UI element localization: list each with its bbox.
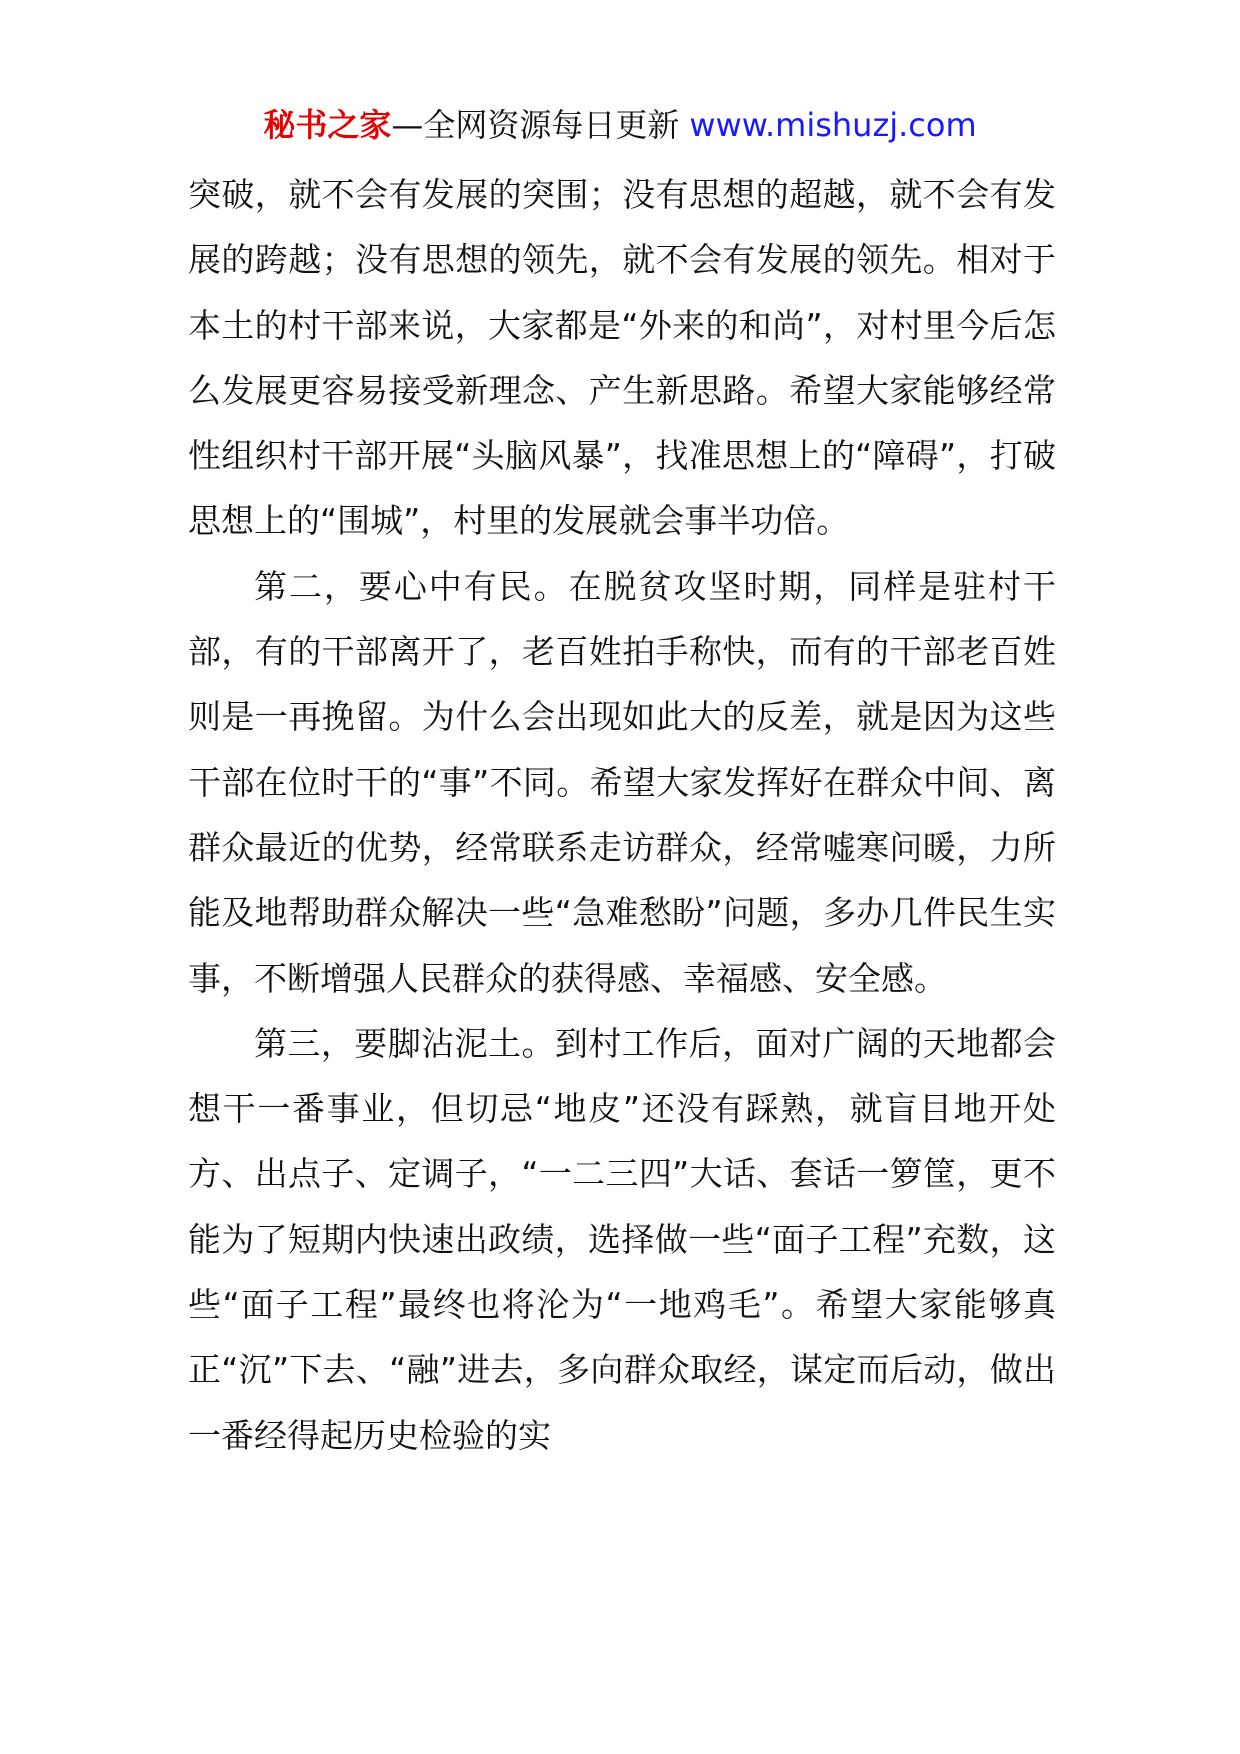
paragraph-third-point: 第三，要脚沾泥土。到村工作后，面对广阔的天地都会想干一番事业，但切忌“地皮”还没有踩熟，就盲目地开处方、出点子、定调子，“一二三四”大话、套话一箩筐，更不能为了短期内快速出政绩，选择做一些“面子工程”充数，这些“面子工程”最终也将沦为“一地鸡毛”。希望大家能够真正“沉”下去、“融”进去，多向群众取经，谋定而后动，做出一番经得起历史检验的实 — [188, 1023, 1056, 1455]
document-body — [188, 162, 1056, 1468]
paragraph-continuation: 突破，就不会有发展的突围；没有思想的超越，就不会有发展的跨越；没有思想的领先，就不会有发展的领先。相对于本土的村干部来说，大家都是“外来的和尚”，对村里今后怎么发展更容易接受新理念、产生新思路。希望大家能够经常性组织村干部开展“头脑风暴”，找准思想上的“障碍”，打破思想上的“围城”，村里的发展就会事半功倍。 — [188, 175, 1056, 541]
site-header — [0, 100, 1240, 150]
site-url[interactable]: www.mishuzj.com — [689, 106, 977, 144]
paragraph-second-point: 第二，要心中有民。在脱贫攻坚时期，同样是驻村干部，有的干部离开了，老百姓拍手称快，而有的干部老百姓则是一再挽留。为什么会出现如此大的反差，就是因为这些干部在位时干的“事”不同。希望大家发挥好在群众中间、离群众最近的优势，经常联系走访群众，经常嘘寒问暖，力所能及地帮助群众解决一些“急难愁盼”问题，多办几件民生实事，不断增强人民群众的获得感、幸福感、安全感。 — [188, 566, 1056, 998]
site-tagline: —全网资源每日更新 — [391, 106, 680, 144]
site-brand: 秘书之家 — [263, 106, 392, 144]
